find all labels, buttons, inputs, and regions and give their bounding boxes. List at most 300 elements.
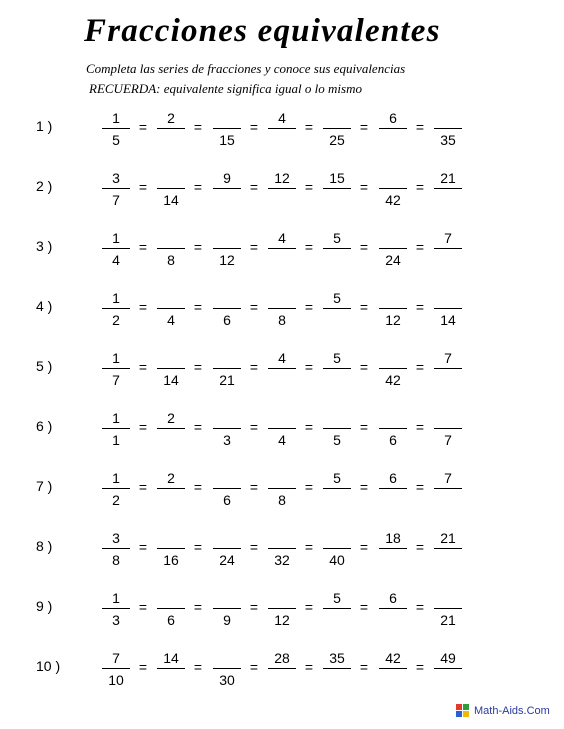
- denominator-blank[interactable]: [379, 612, 407, 628]
- numerator: 2: [167, 110, 175, 126]
- numerator: 6: [389, 470, 397, 486]
- math-aids-logo-text: Math-Aids.Com: [474, 705, 550, 717]
- fraction-bar: [157, 368, 185, 369]
- row-number: 1 ): [36, 118, 53, 134]
- numerator-blank[interactable]: [213, 590, 241, 606]
- fraction: [213, 106, 241, 154]
- fraction: [379, 226, 407, 274]
- denominator-blank[interactable]: [434, 252, 462, 268]
- numerator-blank[interactable]: [379, 410, 407, 426]
- equals-sign: =: [304, 419, 314, 435]
- fraction-bar: [102, 488, 130, 489]
- denominator-blank[interactable]: [323, 312, 351, 328]
- fraction: [434, 466, 462, 514]
- numerator: 3: [112, 170, 120, 186]
- equals-sign: =: [304, 479, 314, 495]
- fraction-bar: [379, 608, 407, 609]
- denominator-blank[interactable]: [379, 672, 407, 688]
- fraction-bar: [268, 188, 296, 189]
- equals-sign: =: [304, 299, 314, 315]
- numerator-blank[interactable]: [268, 590, 296, 606]
- denominator-blank[interactable]: [323, 372, 351, 388]
- numerator: 7: [444, 470, 452, 486]
- fraction: [213, 226, 241, 274]
- equals-sign: =: [249, 479, 259, 495]
- numerator: 1: [112, 290, 120, 306]
- fraction: [434, 286, 462, 334]
- denominator-blank[interactable]: [323, 252, 351, 268]
- numerator-blank[interactable]: [323, 110, 351, 126]
- numerator: 5: [333, 230, 341, 246]
- fraction-bar: [379, 128, 407, 129]
- fraction-bar: [379, 308, 407, 309]
- numerator: 1: [112, 590, 120, 606]
- equals-sign: =: [249, 119, 259, 135]
- fraction: [323, 106, 351, 154]
- equals-sign: =: [193, 539, 203, 555]
- equals-sign: =: [359, 359, 369, 375]
- numerator-blank[interactable]: [213, 230, 241, 246]
- equals-sign: =: [359, 659, 369, 675]
- fraction: [268, 526, 296, 574]
- fraction: [268, 346, 296, 394]
- fraction-bar: [323, 428, 351, 429]
- denominator-blank[interactable]: [157, 432, 185, 448]
- exercise-row: [0, 106, 564, 154]
- fraction-bar: [268, 548, 296, 549]
- denominator-blank[interactable]: [379, 552, 407, 568]
- row-number: 3 ): [36, 238, 53, 254]
- denominator-blank[interactable]: [323, 672, 351, 688]
- numerator-blank[interactable]: [434, 290, 462, 306]
- numerator: 14: [163, 650, 179, 666]
- numerator-blank[interactable]: [323, 410, 351, 426]
- fraction-bar: [323, 248, 351, 249]
- denominator-blank[interactable]: [268, 132, 296, 148]
- equals-sign: =: [138, 239, 148, 255]
- denominator: 2: [112, 492, 120, 508]
- equals-sign: =: [304, 539, 314, 555]
- fraction: [323, 286, 351, 334]
- denominator: 40: [329, 552, 345, 568]
- fraction: [434, 646, 462, 694]
- denominator: 8: [112, 552, 120, 568]
- fraction-bar: [102, 188, 130, 189]
- denominator: 24: [385, 252, 401, 268]
- fraction: [434, 106, 462, 154]
- fraction-bar: [213, 128, 241, 129]
- denominator-blank[interactable]: [268, 252, 296, 268]
- fraction: [379, 466, 407, 514]
- fraction-bar: [434, 488, 462, 489]
- fraction: [102, 166, 130, 214]
- numerator: 21: [440, 530, 456, 546]
- equals-sign: =: [359, 299, 369, 315]
- denominator: 7: [444, 432, 452, 448]
- numerator-blank[interactable]: [268, 470, 296, 486]
- fraction-bar: [379, 248, 407, 249]
- denominator-blank[interactable]: [157, 492, 185, 508]
- exercise-row: [0, 346, 564, 394]
- fraction: [434, 586, 462, 634]
- numerator-blank[interactable]: [268, 530, 296, 546]
- denominator: 4: [278, 432, 286, 448]
- equals-sign: =: [359, 239, 369, 255]
- fraction: [102, 346, 130, 394]
- denominator: 7: [112, 192, 120, 208]
- fraction-bar: [434, 668, 462, 669]
- denominator: 42: [385, 192, 401, 208]
- numerator-blank[interactable]: [157, 230, 185, 246]
- numerator-blank[interactable]: [213, 410, 241, 426]
- denominator-blank[interactable]: [434, 672, 462, 688]
- denominator: 12: [219, 252, 235, 268]
- exercise-row: [0, 646, 564, 694]
- equals-sign: =: [359, 539, 369, 555]
- fraction: [323, 586, 351, 634]
- fraction-bar: [323, 308, 351, 309]
- numerator: 7: [112, 650, 120, 666]
- numerator: 4: [278, 230, 286, 246]
- fraction-bar: [434, 308, 462, 309]
- numerator: 7: [444, 230, 452, 246]
- equals-sign: =: [304, 359, 314, 375]
- fraction-bar: [268, 248, 296, 249]
- fraction: [434, 406, 462, 454]
- denominator-blank[interactable]: [157, 672, 185, 688]
- equals-sign: =: [304, 239, 314, 255]
- equals-sign: =: [193, 599, 203, 615]
- fraction-bar: [268, 668, 296, 669]
- numerator-blank[interactable]: [157, 590, 185, 606]
- numerator-blank[interactable]: [268, 290, 296, 306]
- exercise-row: [0, 166, 564, 214]
- numerator: 18: [385, 530, 401, 546]
- equals-sign: =: [138, 119, 148, 135]
- fraction-bar: [323, 548, 351, 549]
- numerator-blank[interactable]: [434, 410, 462, 426]
- exercise-row: [0, 586, 564, 634]
- fraction: [213, 466, 241, 514]
- equals-sign: =: [193, 479, 203, 495]
- fraction: [323, 166, 351, 214]
- fraction-bar: [213, 188, 241, 189]
- fraction-bar: [157, 308, 185, 309]
- fraction: [379, 526, 407, 574]
- fraction-bar: [157, 488, 185, 489]
- numerator: 1: [112, 350, 120, 366]
- fraction: [268, 226, 296, 274]
- numerator-blank[interactable]: [268, 410, 296, 426]
- equals-sign: =: [193, 659, 203, 675]
- fraction-bar: [157, 188, 185, 189]
- fraction-bar: [157, 428, 185, 429]
- fraction: [102, 646, 130, 694]
- fraction-bar: [323, 128, 351, 129]
- denominator-blank[interactable]: [213, 192, 241, 208]
- numerator: 2: [167, 410, 175, 426]
- exercise-row: [0, 286, 564, 334]
- fraction-bar: [434, 248, 462, 249]
- denominator-blank[interactable]: [379, 492, 407, 508]
- row-number: 7 ): [36, 478, 53, 494]
- denominator: 9: [223, 612, 231, 628]
- numerator-blank[interactable]: [379, 230, 407, 246]
- denominator: 6: [223, 312, 231, 328]
- fraction: [102, 466, 130, 514]
- equals-sign: =: [304, 179, 314, 195]
- denominator-blank[interactable]: [323, 612, 351, 628]
- fraction: [213, 346, 241, 394]
- fraction: [434, 226, 462, 274]
- numerator-blank[interactable]: [379, 290, 407, 306]
- equals-sign: =: [249, 239, 259, 255]
- fraction: [379, 166, 407, 214]
- numerator: 1: [112, 110, 120, 126]
- equals-sign: =: [138, 479, 148, 495]
- numerator: 28: [274, 650, 290, 666]
- fraction: [434, 526, 462, 574]
- fraction: [157, 346, 185, 394]
- denominator: 6: [389, 432, 397, 448]
- numerator-blank[interactable]: [157, 530, 185, 546]
- denominator: 12: [274, 612, 290, 628]
- denominator-blank[interactable]: [268, 672, 296, 688]
- numerator: 15: [329, 170, 345, 186]
- equals-sign: =: [193, 419, 203, 435]
- numerator-blank[interactable]: [434, 110, 462, 126]
- denominator: 6: [167, 612, 175, 628]
- denominator: 14: [440, 312, 456, 328]
- equals-sign: =: [415, 119, 425, 135]
- numerator: 7: [444, 350, 452, 366]
- fraction-bar: [157, 608, 185, 609]
- fraction: [323, 526, 351, 574]
- numerator-blank[interactable]: [213, 470, 241, 486]
- fraction: [157, 586, 185, 634]
- fraction-bar: [157, 548, 185, 549]
- denominator: 3: [223, 432, 231, 448]
- equals-sign: =: [193, 239, 203, 255]
- denominator: 32: [274, 552, 290, 568]
- fraction-bar: [157, 668, 185, 669]
- fraction-bar: [213, 368, 241, 369]
- row-number: 10 ): [36, 658, 61, 674]
- denominator: 25: [329, 132, 345, 148]
- numerator: 42: [385, 650, 401, 666]
- equals-sign: =: [304, 659, 314, 675]
- fraction: [268, 166, 296, 214]
- numerator-blank[interactable]: [157, 170, 185, 186]
- fraction: [102, 586, 130, 634]
- denominator: 8: [278, 492, 286, 508]
- fraction: [323, 646, 351, 694]
- fraction-bar: [379, 188, 407, 189]
- equals-sign: =: [359, 599, 369, 615]
- fraction-bar: [102, 128, 130, 129]
- fraction-bar: [379, 428, 407, 429]
- fraction-bar: [102, 248, 130, 249]
- denominator: 1: [112, 432, 120, 448]
- equals-sign: =: [359, 179, 369, 195]
- fraction-bar: [323, 188, 351, 189]
- fraction-bar: [213, 608, 241, 609]
- row-number: 9 ): [36, 598, 53, 614]
- equals-sign: =: [249, 419, 259, 435]
- numerator-blank[interactable]: [323, 530, 351, 546]
- denominator: 42: [385, 372, 401, 388]
- equals-sign: =: [359, 419, 369, 435]
- numerator-blank[interactable]: [157, 290, 185, 306]
- fraction-bar: [102, 308, 130, 309]
- exercise-row: [0, 226, 564, 274]
- denominator: 4: [112, 252, 120, 268]
- denominator-blank[interactable]: [157, 132, 185, 148]
- denominator-blank[interactable]: [434, 372, 462, 388]
- fraction: [434, 166, 462, 214]
- equals-sign: =: [415, 179, 425, 195]
- fraction: [213, 586, 241, 634]
- denominator-blank[interactable]: [268, 372, 296, 388]
- equals-sign: =: [138, 659, 148, 675]
- denominator-blank[interactable]: [434, 492, 462, 508]
- denominator-blank[interactable]: [268, 192, 296, 208]
- fraction-bar: [102, 668, 130, 669]
- equals-sign: =: [249, 599, 259, 615]
- fraction-bar: [213, 308, 241, 309]
- denominator: 35: [440, 132, 456, 148]
- equals-sign: =: [304, 599, 314, 615]
- fraction-bar: [157, 248, 185, 249]
- equals-sign: =: [193, 119, 203, 135]
- fraction: [379, 106, 407, 154]
- numerator-blank[interactable]: [434, 590, 462, 606]
- fraction: [157, 646, 185, 694]
- numerator: 21: [440, 170, 456, 186]
- fraction-bar: [102, 428, 130, 429]
- denominator: 8: [278, 312, 286, 328]
- numerator-blank[interactable]: [379, 170, 407, 186]
- denominator-blank[interactable]: [323, 492, 351, 508]
- fraction: [213, 406, 241, 454]
- numerator-blank[interactable]: [157, 350, 185, 366]
- equals-sign: =: [193, 359, 203, 375]
- equals-sign: =: [415, 599, 425, 615]
- denominator: 21: [440, 612, 456, 628]
- fraction: [102, 526, 130, 574]
- fraction: [268, 466, 296, 514]
- row-number: 5 ): [36, 358, 53, 374]
- fraction-bar: [213, 548, 241, 549]
- denominator: 21: [219, 372, 235, 388]
- equals-sign: =: [359, 479, 369, 495]
- numerator-blank[interactable]: [213, 110, 241, 126]
- equals-sign: =: [415, 659, 425, 675]
- equals-sign: =: [138, 179, 148, 195]
- numerator: 35: [329, 650, 345, 666]
- fraction: [213, 166, 241, 214]
- numerator-blank[interactable]: [213, 350, 241, 366]
- numerator: 1: [112, 470, 120, 486]
- fraction: [268, 646, 296, 694]
- denominator: 4: [167, 312, 175, 328]
- equals-sign: =: [415, 479, 425, 495]
- fraction: [268, 586, 296, 634]
- fraction-bar: [102, 608, 130, 609]
- fraction: [157, 466, 185, 514]
- numerator-blank[interactable]: [379, 350, 407, 366]
- fraction-bar: [434, 368, 462, 369]
- denominator-blank[interactable]: [323, 192, 351, 208]
- numerator: 5: [333, 350, 341, 366]
- exercise-row: [0, 406, 564, 454]
- denominator: 10: [108, 672, 124, 688]
- denominator: 2: [112, 312, 120, 328]
- denominator: 16: [163, 552, 179, 568]
- equals-sign: =: [304, 119, 314, 135]
- numerator-blank[interactable]: [213, 290, 241, 306]
- fraction: [323, 466, 351, 514]
- fraction-bar: [213, 248, 241, 249]
- fraction: [379, 646, 407, 694]
- numerator: 1: [112, 230, 120, 246]
- equals-sign: =: [415, 419, 425, 435]
- numerator: 2: [167, 470, 175, 486]
- fraction-bar: [434, 128, 462, 129]
- row-number: 4 ): [36, 298, 53, 314]
- math-aids-logo: [456, 703, 550, 719]
- fraction: [157, 166, 185, 214]
- fraction: [102, 226, 130, 274]
- numerator: 1: [112, 410, 120, 426]
- fraction: [323, 346, 351, 394]
- numerator: 5: [333, 590, 341, 606]
- equals-sign: =: [249, 539, 259, 555]
- fraction-bar: [268, 308, 296, 309]
- fraction: [157, 406, 185, 454]
- equals-sign: =: [193, 179, 203, 195]
- numerator-blank[interactable]: [213, 650, 241, 666]
- fraction: [379, 586, 407, 634]
- equals-sign: =: [415, 539, 425, 555]
- equals-sign: =: [249, 359, 259, 375]
- exercise-row: [0, 526, 564, 574]
- worksheet-title: Fracciones equivalentes: [84, 13, 441, 49]
- denominator: 7: [112, 372, 120, 388]
- denominator-blank[interactable]: [434, 552, 462, 568]
- fraction-bar: [102, 368, 130, 369]
- denominator-blank[interactable]: [379, 132, 407, 148]
- fraction: [157, 286, 185, 334]
- fraction: [157, 106, 185, 154]
- equals-sign: =: [193, 299, 203, 315]
- numerator: 6: [389, 110, 397, 126]
- math-aids-logo-icon: [456, 704, 470, 718]
- fraction: [379, 406, 407, 454]
- numerator: 5: [333, 290, 341, 306]
- equals-sign: =: [249, 659, 259, 675]
- fraction-bar: [323, 668, 351, 669]
- numerator: 9: [223, 170, 231, 186]
- numerator-blank[interactable]: [213, 530, 241, 546]
- denominator-blank[interactable]: [434, 192, 462, 208]
- denominator: 14: [163, 192, 179, 208]
- fraction: [323, 406, 351, 454]
- fraction-bar: [323, 488, 351, 489]
- denominator: 24: [219, 552, 235, 568]
- numerator: 4: [278, 350, 286, 366]
- fraction: [379, 286, 407, 334]
